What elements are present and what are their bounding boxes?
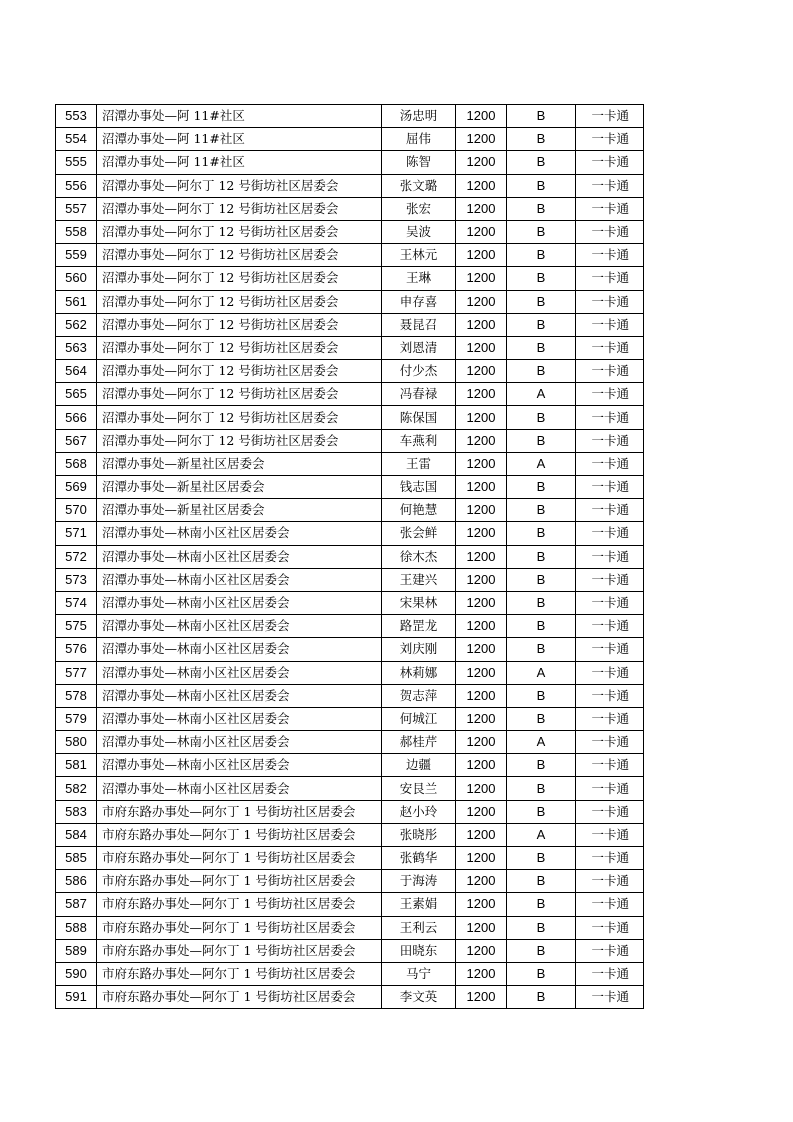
row-number: 570 — [56, 499, 97, 522]
payment-method-cell: 一卡通 — [576, 128, 644, 151]
payment-method-cell: 一卡通 — [576, 476, 644, 499]
payment-method-cell: 一卡通 — [576, 800, 644, 823]
amount-cell: 1200 — [456, 313, 507, 336]
table-row — [56, 661, 644, 684]
payment-method-cell: 一卡通 — [576, 220, 644, 243]
grade-cell: B — [507, 197, 576, 220]
row-number: 581 — [56, 754, 97, 777]
person-name-cell: 何艳慧 — [382, 499, 456, 522]
row-number: 571 — [56, 522, 97, 545]
grade-cell: B — [507, 313, 576, 336]
person-name-cell: 林莉娜 — [382, 661, 456, 684]
person-name-cell: 王林元 — [382, 244, 456, 267]
grade-cell: B — [507, 267, 576, 290]
person-name-cell: 刘恩清 — [382, 336, 456, 359]
table-row — [56, 151, 644, 174]
row-number: 574 — [56, 591, 97, 614]
unit-cell: 沼潭办事处—林南小区社区居委会 — [97, 661, 382, 684]
grade-cell: B — [507, 522, 576, 545]
person-name-cell: 聂昆召 — [382, 313, 456, 336]
person-name-cell: 张晓彤 — [382, 823, 456, 846]
amount-cell: 1200 — [456, 105, 507, 128]
payment-method-cell: 一卡通 — [576, 244, 644, 267]
table-row — [56, 754, 644, 777]
grade-cell: A — [507, 731, 576, 754]
person-name-cell: 王素娟 — [382, 893, 456, 916]
table-row — [56, 336, 644, 359]
payment-method-cell: 一卡通 — [576, 151, 644, 174]
grade-cell: B — [507, 244, 576, 267]
table-row — [56, 545, 644, 568]
unit-cell: 沼潭办事处—阿尔丁 12 号街坊社区居委会 — [97, 406, 382, 429]
row-number: 559 — [56, 244, 97, 267]
table-row — [56, 986, 644, 1009]
unit-cell: 沼潭办事处—阿尔丁 12 号街坊社区居委会 — [97, 429, 382, 452]
row-number: 572 — [56, 545, 97, 568]
person-name-cell: 汤忠明 — [382, 105, 456, 128]
amount-cell: 1200 — [456, 916, 507, 939]
payment-method-cell: 一卡通 — [576, 638, 644, 661]
amount-cell: 1200 — [456, 383, 507, 406]
unit-cell: 市府东路办事处—阿尔丁 1 号街坊社区居委会 — [97, 893, 382, 916]
amount-cell: 1200 — [456, 800, 507, 823]
unit-cell: 沼潭办事处—林南小区社区居委会 — [97, 777, 382, 800]
unit-cell: 沼潭办事处—阿尔丁 12 号街坊社区居委会 — [97, 174, 382, 197]
grade-cell: B — [507, 128, 576, 151]
person-name-cell: 李文英 — [382, 986, 456, 1009]
person-name-cell: 贺志萍 — [382, 684, 456, 707]
amount-cell: 1200 — [456, 452, 507, 475]
unit-cell: 沼潭办事处—阿尔丁 12 号街坊社区居委会 — [97, 197, 382, 220]
amount-cell: 1200 — [456, 986, 507, 1009]
unit-cell: 沼潭办事处—阿尔丁 12 号街坊社区居委会 — [97, 244, 382, 267]
payment-method-cell: 一卡通 — [576, 847, 644, 870]
grade-cell: B — [507, 870, 576, 893]
table-row — [56, 800, 644, 823]
payment-method-cell: 一卡通 — [576, 452, 644, 475]
amount-cell: 1200 — [456, 406, 507, 429]
payment-method-cell: 一卡通 — [576, 684, 644, 707]
unit-cell: 沼潭办事处—林南小区社区居委会 — [97, 754, 382, 777]
amount-cell: 1200 — [456, 847, 507, 870]
grade-cell: B — [507, 962, 576, 985]
row-number: 583 — [56, 800, 97, 823]
unit-cell: 沼潭办事处—阿尔丁 12 号街坊社区居委会 — [97, 383, 382, 406]
table-row — [56, 847, 644, 870]
amount-cell: 1200 — [456, 870, 507, 893]
amount-cell: 1200 — [456, 128, 507, 151]
payment-method-cell: 一卡通 — [576, 290, 644, 313]
person-name-cell: 赵小玲 — [382, 800, 456, 823]
row-number: 590 — [56, 962, 97, 985]
amount-cell: 1200 — [456, 429, 507, 452]
amount-cell: 1200 — [456, 290, 507, 313]
table-row — [56, 731, 644, 754]
amount-cell: 1200 — [456, 823, 507, 846]
grade-cell: A — [507, 383, 576, 406]
person-name-cell: 申存喜 — [382, 290, 456, 313]
table-row — [56, 313, 644, 336]
row-number: 586 — [56, 870, 97, 893]
unit-cell: 沼潭办事处—林南小区社区居委会 — [97, 615, 382, 638]
row-number: 568 — [56, 452, 97, 475]
grade-cell: B — [507, 174, 576, 197]
amount-cell: 1200 — [456, 615, 507, 638]
unit-cell: 沼潭办事处—林南小区社区居委会 — [97, 545, 382, 568]
payment-method-cell: 一卡通 — [576, 754, 644, 777]
payment-method-cell: 一卡通 — [576, 823, 644, 846]
person-name-cell: 何城江 — [382, 707, 456, 730]
table-row — [56, 244, 644, 267]
amount-cell: 1200 — [456, 684, 507, 707]
person-name-cell: 王雷 — [382, 452, 456, 475]
table-row — [56, 220, 644, 243]
amount-cell: 1200 — [456, 591, 507, 614]
unit-cell: 沼潭办事处—阿尔丁 12 号街坊社区居委会 — [97, 360, 382, 383]
person-name-cell: 宋果林 — [382, 591, 456, 614]
payment-method-cell: 一卡通 — [576, 406, 644, 429]
row-number: 558 — [56, 220, 97, 243]
amount-cell: 1200 — [456, 707, 507, 730]
row-number: 591 — [56, 986, 97, 1009]
unit-cell: 市府东路办事处—阿尔丁 1 号街坊社区居委会 — [97, 962, 382, 985]
person-name-cell: 徐木杰 — [382, 545, 456, 568]
grade-cell: B — [507, 220, 576, 243]
grade-cell: B — [507, 360, 576, 383]
row-number: 553 — [56, 105, 97, 128]
table-row — [56, 568, 644, 591]
row-number: 563 — [56, 336, 97, 359]
unit-cell: 市府东路办事处—阿尔丁 1 号街坊社区居委会 — [97, 916, 382, 939]
payment-method-cell: 一卡通 — [576, 105, 644, 128]
person-name-cell: 车燕利 — [382, 429, 456, 452]
table-row — [56, 360, 644, 383]
unit-cell: 市府东路办事处—阿尔丁 1 号街坊社区居委会 — [97, 986, 382, 1009]
unit-cell: 沼潭办事处—新星社区居委会 — [97, 499, 382, 522]
grade-cell: B — [507, 847, 576, 870]
row-number: 575 — [56, 615, 97, 638]
person-name-cell: 屈伟 — [382, 128, 456, 151]
payment-method-cell: 一卡通 — [576, 545, 644, 568]
payment-method-cell: 一卡通 — [576, 870, 644, 893]
row-number: 580 — [56, 731, 97, 754]
row-number: 573 — [56, 568, 97, 591]
person-name-cell: 吴波 — [382, 220, 456, 243]
document-page — [55, 104, 644, 1009]
person-name-cell: 付少杰 — [382, 360, 456, 383]
payment-method-cell: 一卡通 — [576, 313, 644, 336]
unit-cell: 沼潭办事处—林南小区社区居委会 — [97, 568, 382, 591]
grade-cell: B — [507, 499, 576, 522]
person-name-cell: 刘庆刚 — [382, 638, 456, 661]
table-row — [56, 197, 644, 220]
amount-cell: 1200 — [456, 754, 507, 777]
grade-cell: A — [507, 661, 576, 684]
row-number: 587 — [56, 893, 97, 916]
person-name-cell: 冯春禄 — [382, 383, 456, 406]
payment-method-cell: 一卡通 — [576, 568, 644, 591]
table-row — [56, 939, 644, 962]
person-name-cell: 田晓东 — [382, 939, 456, 962]
payment-method-cell: 一卡通 — [576, 591, 644, 614]
amount-cell: 1200 — [456, 939, 507, 962]
person-name-cell: 王建兴 — [382, 568, 456, 591]
payment-method-cell: 一卡通 — [576, 336, 644, 359]
person-name-cell: 安艮兰 — [382, 777, 456, 800]
roster-table-body — [56, 105, 644, 1009]
table-row — [56, 870, 644, 893]
payment-method-cell: 一卡通 — [576, 731, 644, 754]
row-number: 561 — [56, 290, 97, 313]
unit-cell: 沼潭办事处—林南小区社区居委会 — [97, 731, 382, 754]
row-number: 556 — [56, 174, 97, 197]
amount-cell: 1200 — [456, 522, 507, 545]
grade-cell: B — [507, 707, 576, 730]
unit-cell: 市府东路办事处—阿尔丁 1 号街坊社区居委会 — [97, 847, 382, 870]
person-name-cell: 陈智 — [382, 151, 456, 174]
row-number: 589 — [56, 939, 97, 962]
table-row — [56, 105, 644, 128]
table-row — [56, 128, 644, 151]
row-number: 579 — [56, 707, 97, 730]
grade-cell: B — [507, 986, 576, 1009]
unit-cell: 市府东路办事处—阿尔丁 1 号街坊社区居委会 — [97, 939, 382, 962]
unit-cell: 沼潭办事处—林南小区社区居委会 — [97, 684, 382, 707]
table-row — [56, 290, 644, 313]
grade-cell: B — [507, 939, 576, 962]
payment-method-cell: 一卡通 — [576, 893, 644, 916]
grade-cell: B — [507, 615, 576, 638]
grade-cell: B — [507, 545, 576, 568]
unit-cell: 市府东路办事处—阿尔丁 1 号街坊社区居委会 — [97, 823, 382, 846]
payment-method-cell: 一卡通 — [576, 707, 644, 730]
row-number: 569 — [56, 476, 97, 499]
unit-cell: 沼潭办事处—新星社区居委会 — [97, 452, 382, 475]
table-row — [56, 452, 644, 475]
table-row — [56, 962, 644, 985]
person-name-cell: 张鹤华 — [382, 847, 456, 870]
person-name-cell: 路罡龙 — [382, 615, 456, 638]
amount-cell: 1200 — [456, 568, 507, 591]
table-row — [56, 591, 644, 614]
row-number: 565 — [56, 383, 97, 406]
grade-cell: B — [507, 800, 576, 823]
amount-cell: 1200 — [456, 661, 507, 684]
unit-cell: 沼潭办事处—阿尔丁 12 号街坊社区居委会 — [97, 267, 382, 290]
row-number: 566 — [56, 406, 97, 429]
amount-cell: 1200 — [456, 336, 507, 359]
person-name-cell: 张宏 — [382, 197, 456, 220]
row-number: 576 — [56, 638, 97, 661]
payment-method-cell: 一卡通 — [576, 383, 644, 406]
grade-cell: B — [507, 105, 576, 128]
amount-cell: 1200 — [456, 360, 507, 383]
grade-cell: B — [507, 429, 576, 452]
payment-method-cell: 一卡通 — [576, 916, 644, 939]
grade-cell: B — [507, 893, 576, 916]
person-name-cell: 于海涛 — [382, 870, 456, 893]
unit-cell: 沼潭办事处—阿尔丁 12 号街坊社区居委会 — [97, 336, 382, 359]
person-name-cell: 张会鲜 — [382, 522, 456, 545]
payment-method-cell: 一卡通 — [576, 174, 644, 197]
roster-table — [55, 104, 644, 1009]
amount-cell: 1200 — [456, 267, 507, 290]
grade-cell: B — [507, 476, 576, 499]
amount-cell: 1200 — [456, 151, 507, 174]
payment-method-cell: 一卡通 — [576, 360, 644, 383]
amount-cell: 1200 — [456, 220, 507, 243]
grade-cell: B — [507, 638, 576, 661]
payment-method-cell: 一卡通 — [576, 197, 644, 220]
amount-cell: 1200 — [456, 244, 507, 267]
amount-cell: 1200 — [456, 893, 507, 916]
unit-cell: 沼潭办事处—新星社区居委会 — [97, 476, 382, 499]
person-name-cell: 边疆 — [382, 754, 456, 777]
table-row — [56, 777, 644, 800]
row-number: 578 — [56, 684, 97, 707]
row-number: 584 — [56, 823, 97, 846]
person-name-cell: 马宁 — [382, 962, 456, 985]
unit-cell: 沼潭办事处—阿 11#社区 — [97, 128, 382, 151]
person-name-cell: 郝桂芹 — [382, 731, 456, 754]
unit-cell: 沼潭办事处—阿尔丁 12 号街坊社区居委会 — [97, 313, 382, 336]
payment-method-cell: 一卡通 — [576, 522, 644, 545]
payment-method-cell: 一卡通 — [576, 777, 644, 800]
unit-cell: 沼潭办事处—阿尔丁 12 号街坊社区居委会 — [97, 290, 382, 313]
unit-cell: 沼潭办事处—阿 11#社区 — [97, 151, 382, 174]
row-number: 564 — [56, 360, 97, 383]
person-name-cell: 张文璐 — [382, 174, 456, 197]
table-row — [56, 823, 644, 846]
person-name-cell: 王琳 — [382, 267, 456, 290]
grade-cell: B — [507, 406, 576, 429]
amount-cell: 1200 — [456, 731, 507, 754]
grade-cell: B — [507, 591, 576, 614]
person-name-cell: 钱志国 — [382, 476, 456, 499]
payment-method-cell: 一卡通 — [576, 615, 644, 638]
table-row — [56, 406, 644, 429]
row-number: 585 — [56, 847, 97, 870]
payment-method-cell: 一卡通 — [576, 429, 644, 452]
row-number: 582 — [56, 777, 97, 800]
amount-cell: 1200 — [456, 777, 507, 800]
person-name-cell: 陈保国 — [382, 406, 456, 429]
amount-cell: 1200 — [456, 197, 507, 220]
grade-cell: A — [507, 823, 576, 846]
table-row — [56, 383, 644, 406]
payment-method-cell: 一卡通 — [576, 661, 644, 684]
row-number: 557 — [56, 197, 97, 220]
table-row — [56, 429, 644, 452]
unit-cell: 沼潭办事处—阿尔丁 12 号街坊社区居委会 — [97, 220, 382, 243]
grade-cell: B — [507, 151, 576, 174]
table-row — [56, 174, 644, 197]
unit-cell: 沼潭办事处—林南小区社区居委会 — [97, 591, 382, 614]
amount-cell: 1200 — [456, 545, 507, 568]
unit-cell: 沼潭办事处—林南小区社区居委会 — [97, 638, 382, 661]
grade-cell: B — [507, 336, 576, 359]
unit-cell: 市府东路办事处—阿尔丁 1 号街坊社区居委会 — [97, 870, 382, 893]
grade-cell: A — [507, 452, 576, 475]
table-row — [56, 522, 644, 545]
grade-cell: B — [507, 777, 576, 800]
payment-method-cell: 一卡通 — [576, 962, 644, 985]
table-row — [56, 476, 644, 499]
payment-method-cell: 一卡通 — [576, 499, 644, 522]
row-number: 554 — [56, 128, 97, 151]
person-name-cell: 王利云 — [382, 916, 456, 939]
amount-cell: 1200 — [456, 499, 507, 522]
grade-cell: B — [507, 568, 576, 591]
unit-cell: 市府东路办事处—阿尔丁 1 号街坊社区居委会 — [97, 800, 382, 823]
table-row — [56, 615, 644, 638]
row-number: 562 — [56, 313, 97, 336]
amount-cell: 1200 — [456, 476, 507, 499]
table-row — [56, 638, 644, 661]
payment-method-cell: 一卡通 — [576, 986, 644, 1009]
grade-cell: B — [507, 684, 576, 707]
payment-method-cell: 一卡通 — [576, 267, 644, 290]
grade-cell: B — [507, 290, 576, 313]
amount-cell: 1200 — [456, 174, 507, 197]
grade-cell: B — [507, 754, 576, 777]
row-number: 588 — [56, 916, 97, 939]
table-row — [56, 684, 644, 707]
table-row — [56, 707, 644, 730]
table-row — [56, 499, 644, 522]
row-number: 560 — [56, 267, 97, 290]
unit-cell: 沼潭办事处—林南小区社区居委会 — [97, 522, 382, 545]
row-number: 577 — [56, 661, 97, 684]
amount-cell: 1200 — [456, 962, 507, 985]
row-number: 567 — [56, 429, 97, 452]
row-number: 555 — [56, 151, 97, 174]
table-row — [56, 916, 644, 939]
table-row — [56, 267, 644, 290]
table-row — [56, 893, 644, 916]
payment-method-cell: 一卡通 — [576, 939, 644, 962]
grade-cell: B — [507, 916, 576, 939]
unit-cell: 沼潭办事处—林南小区社区居委会 — [97, 707, 382, 730]
amount-cell: 1200 — [456, 638, 507, 661]
unit-cell: 沼潭办事处—阿 11#社区 — [97, 105, 382, 128]
